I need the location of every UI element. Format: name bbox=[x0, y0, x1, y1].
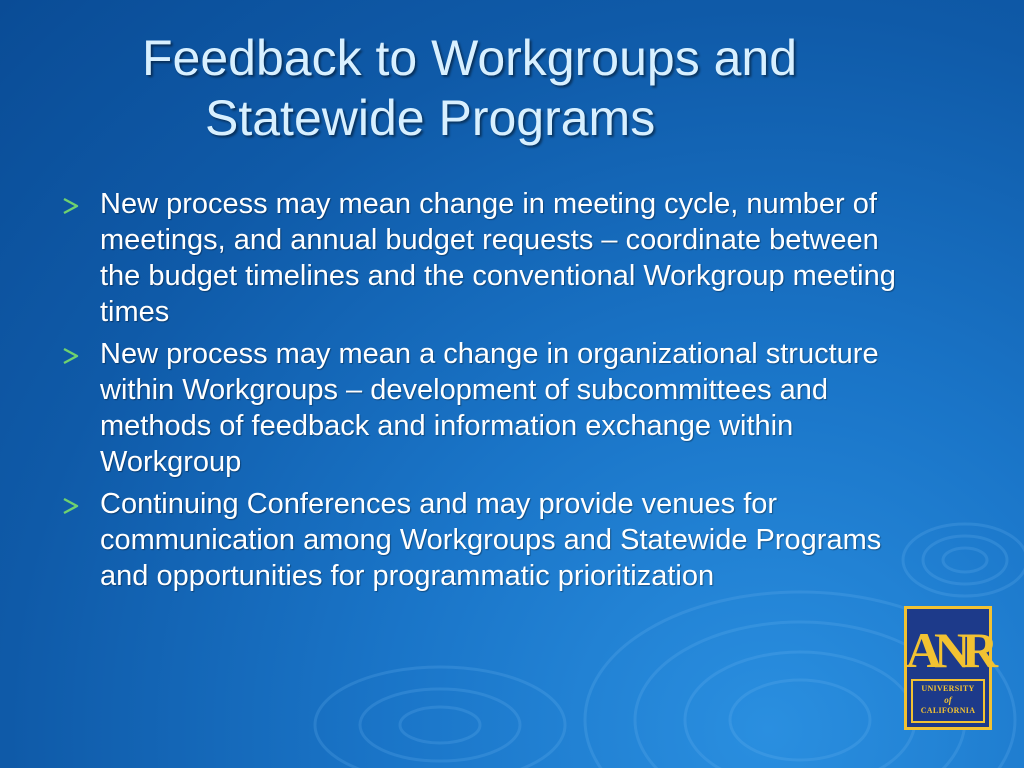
chevron-right-icon bbox=[62, 198, 80, 214]
bullet-text: Continuing Conferences and may provide venues for communication among Workgroups and Statewide Programs and opportunities for programmatic prioritization bbox=[100, 488, 882, 592]
anr-monogram bbox=[905, 613, 991, 678]
bullet-list bbox=[62, 186, 912, 600]
bullet-text: New process may mean change in meeting cycle, number of meetings, and annual budget requests – coordinate between the budget timelines and the conventional Workgroup meeting times bbox=[100, 188, 896, 328]
anr-logo bbox=[904, 606, 992, 730]
slide-title-line-1: Feedback to Workgroups and bbox=[142, 30, 798, 86]
bullet-text: New process may mean a change in organizational structure within Workgroups – development of subcommittees and methods of feedback and information exchange within Workgroup bbox=[100, 338, 879, 478]
slide-title-line-2: Statewide Programs bbox=[205, 90, 656, 146]
chevron-right-icon bbox=[62, 348, 80, 364]
logo-of: of bbox=[944, 695, 952, 705]
chevron-right-icon bbox=[62, 498, 80, 514]
slide-title bbox=[0, 28, 1024, 148]
bullet-item bbox=[62, 186, 912, 330]
bullet-item bbox=[62, 486, 912, 594]
anr-letters: ANR bbox=[905, 622, 991, 678]
logo-caption bbox=[911, 679, 985, 723]
bullet-item bbox=[62, 336, 912, 480]
logo-california: CALIFORNIA bbox=[920, 706, 976, 715]
logo-university: UNIVERSITY bbox=[921, 684, 975, 693]
